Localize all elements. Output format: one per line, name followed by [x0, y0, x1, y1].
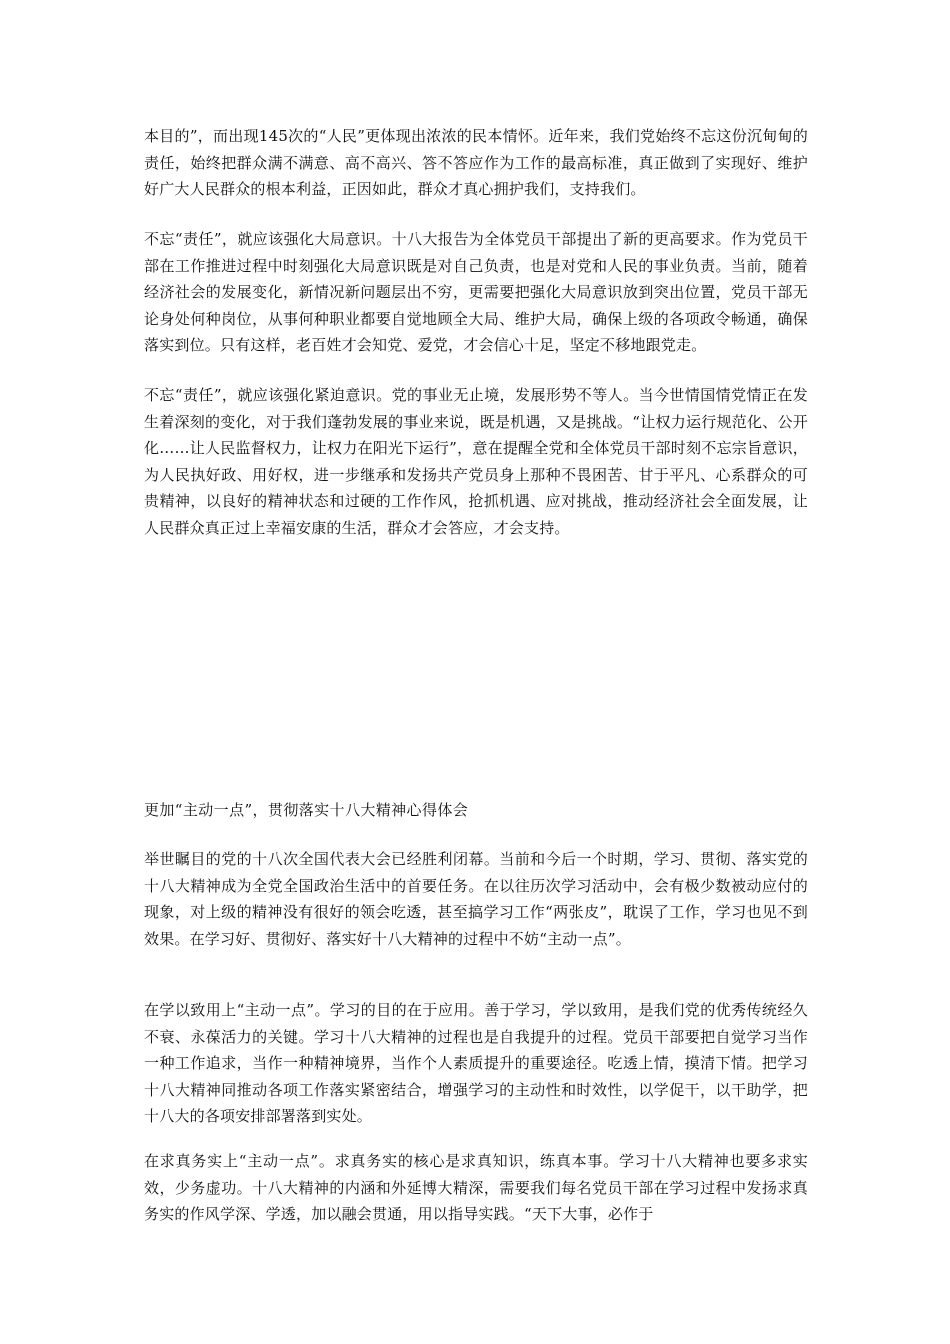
article-title: 更加“主动一点”，贯彻落实十八大精神心得体会: [144, 801, 469, 819]
paragraph-intro: 举世瞩目的党的十八次全国代表大会已经胜利闭幕。当前和今后一个时期，学习、贯彻、落实党的十八大精神成为全党全国政治生活中的首要任务。在以往历次学习活动中，会有极少数被动应付的现象，对上级的精神没有很好的领会吃透，甚至搞学习工作“两张皮”，耽误了工作，学习也见不到效果。在学习好、贯彻好、落实好十八大精神的过程中不妨“主动一点”。: [144, 850, 808, 948]
paragraph-seek-truth: 在求真务实上“主动一点”。求真务实的核心是求真知识，练真本事。学习十八大精神也要多求实效，少务虚功。十八大精神的内涵和外延博大精深，需要我们每名党员干部在学习过程中发扬求真务实的作风学深、学透，加以融会贯通，用以指导实践。“天下大事，必作于: [144, 1152, 808, 1223]
paragraph-people-centered: 本目的”，而出现145次的“人民”更体现出浓浓的民本情怀。近年来，我们党始终不忘这份沉甸甸的责任，始终把群众满不满意、高不高兴、答不答应作为工作的最高标准，真正做到了实现好、维护好广大人民群众的根本利益，正因如此，群众才真心拥护我们，支持我们。: [144, 127, 808, 198]
paragraph-overall-awareness: 不忘“责任”，就应该强化大局意识。十八大报告为全体党员干部提出了新的更高要求。作为党员干部在工作推进过程中时刻强化大局意识既是对自己负责，也是对党和人民的事业负责。当前，随着经济社会的发展变化，新情况新问题层出不穷，更需要把强化大局意识放到突出位置，党员干部无论身处何种岗位，从事何种职业都要自觉地顾全大局、维护大局，确保上级的各项政令畅通，确保落实到位。只有这样，老百姓才会知党、爱党，才会信心十足，坚定不移地跟党走。: [144, 230, 808, 354]
paragraph-urgency-awareness: 不忘“责任”，就应该强化紧迫意识。党的事业无止境，发展形势不等人。当今世情国情党情正在发生着深刻的变化，对于我们蓬勃发展的事业来说，既是机遇，又是挑战。“让权力运行规范化、公开化……让人民监督权力，让权力在阳光下运行”，意在提醒全党和全体党员干部时刻不忘宗旨意识，为人民执好政、用好权，进一步继承和发扬共产党员身上那种不畏困苦、甘于平凡、心系群众的可贵精神，以良好的精神状态和过硬的工作作风，抢抓机遇、应对挑战，推动经济社会全面发展，让人民群众真正过上幸福安康的生活，群众才会答应，才会支持。: [144, 386, 808, 537]
paragraph-apply-learning: 在学以致用上“主动一点”。学习的目的在于应用。善于学习，学以致用，是我们党的优秀传统经久不衰、永葆活力的关键。学习十八大精神的过程也是自我提升的过程。党员干部要把自觉学习当作一种工作追求，当作一种精神境界，当作个人素质提升的重要途径。吃透上情，摸清下情。把学习十八大精神同推动各项工作落实紧密结合，增强学习的主动性和时效性，以学促干，以干助学，把十八大的各项安排部署落到实处。: [144, 1001, 808, 1125]
